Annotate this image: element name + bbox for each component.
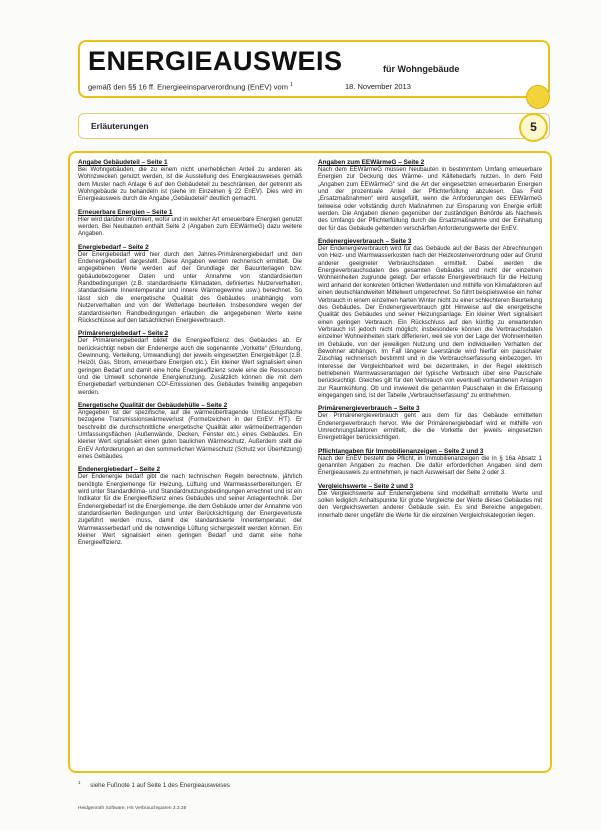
block-heading: Angabe Gebäudeteil – Seite 1: [78, 159, 168, 166]
block-text: Bei Wohngebäuden, die zu einem nicht unerheblichen Anteil zu anderen als Wohnzwecken genutzt werden, ist die Ausstellung des Energieausweises gemäß dem Muster nach Anlage 6 auf den Gebäudeteil zu beschränken, der getrennt als Wohngebäude zu behandeln ist (siehe im Einzelnen § 22 EnEV). Dies wird im Energieausweis durch die Angabe „Gebäudeteil“ deutlich gemacht.: [78, 167, 302, 203]
section-block: [318, 159, 542, 233]
law-footnote-marker: 1: [290, 82, 293, 88]
block-heading: Energetische Qualität der Gebäudehülle – Seite 2: [78, 401, 228, 409]
block-heading: Primärenergieverbrauch – Seite 3: [318, 405, 420, 413]
block-text: Der Primärenergieverbrauch geht aus dem für das Gebäude ermittelten Endenergieverbrauch hervor. Wie der Primärenergiebedarf wird er mithilfe von Umrechnungsfaktoren ermittelt, die die Vorkette der jeweils eingesetzten Energieträger berücksichtigen.: [318, 413, 542, 442]
block-text: Der Energiebedarf wird hier durch den Jahres-Primärenergiebedarf und den Endenergiebedarf dargestellt. Diese Angaben werden rechnerisch ermittelt. Die angegebenen Werte werden auf der Grundlage der Bauunterlagen bzw. gebäudebezogener Daten und unter Annahme von standardisierten Randbedingungen (z.B. standardisierte Klimadaten, definiertes Nutzerverhalten, standardisierte Innentemperatur und innere Wärmegewinne usw.) berechnet. So lässt sich die energetische Qualität des Gebäudes unabhängig vom Nutzerverhalten und von der Wetterlage beurteilen. Insbesondere wegen der standardisierten Randbedingungen erlauben die angegebenen Werte keine Rückschlüsse auf den tatsächlichen Energieverbrauch.: [78, 251, 302, 324]
software-footer: Heidgenroth Software, HS Verbrauchsparen 3.3.35: [78, 806, 187, 811]
header-badge-icon: [526, 85, 550, 109]
block-text: Der Endenergieverbrauch wird für das Gebäude auf der Basis der Abrechnungen von Heiz- und Warmwasserkosten nach der Heizkostenverordnung oder auf Grund anderer geeigneter Verbrauchsdaten ermittelt. Dabei werden die Energieverbrauchsdaten des gesamten Gebäudes und nicht der einzelnen Wohneinheiten zugrunde gelegt. Der erfasste Energieverbrauch für die Heizung wird anhand der konkreten örtlichen Wetterdaten und mithilfe von Klimafaktoren auf einen deutschlandweiten Mittelwert umgerechnet. So führt beispielsweise ein hoher Verbrauch in einem einzelnen harten Winter nicht zu einer schlechteren Beurteilung des Gebäudes. Der Endenergieverbrauch gibt Hinweise auf die energetische Qualität des Gebäudes und seiner Heizungsanlage. Ein kleiner Wert signalisiert einen geringen Verbrauch. Ein Rückschluss auf den künftig zu erwartenden Verbrauch ist jedoch nicht möglich; insbesondere können die Verbrauchsdaten einzelner Wohneinheiten stark differieren, weil sie von der Lage der Wohneinheiten im Gebäude, von der jeweiligen Nutzung und dem individuellen Verhalten der Bewohner abhängen. Im Fall längerer Leerstände wird hierfür ein pauschaler Zuschlag rechnerisch bestimmt und in die Verbrauchserfassung einbezogen. Im Interesse der Vergleichbarkeit wird bei dezentralen, in der Regel elektrisch betriebenen Warmwasseranlagen der typische Verbrauch über eine Pauschale berücksichtigt. Gleiches gilt für den Verbrauch von eventuell vorhandenen Anlagen zur Raumkühlung. Ob und inwieweit die genannten Pauschalen in die Erfassung eingegangen sind, ist der Tabelle „Verbrauchserfassung“ zu entnehmen.: [318, 246, 542, 399]
block-heading: Erneuerbare Energien – Seite 1: [78, 208, 173, 216]
section-block: [78, 466, 302, 547]
section-block: [78, 330, 302, 397]
block-text: Der Primärenergiebedarf bildet die Energieeffizienz des Gebäudes ab. Er berücksichtigt neben der Endenergie auch die sogenannte „Vorkette“ (Erkundung, Gewinnung, Verteilung, Umwandlung) der jeweils eingesetzten Energieträger (z.B. Heizöl, Gas, Strom, erneuerbare Energien etc.). Ein kleiner Wert signalisiert einen geringen Bedarf und damit eine hohe Energieeffizienz sowie eine die Ressourcen und die Umwelt schonende Energienutzung. Zusätzlich können die mit dem Energiebedarf verbundenen CO²-Emissionen des Gebäudes freiwillig angegeben werden.: [78, 338, 302, 396]
law-reference-text: gemäß den §§ 16 ff. Energieeinsparverordnung (EnEV) vom: [88, 82, 288, 92]
block-heading: Endenergieverbrauch – Seite 3: [318, 238, 412, 246]
block-heading: Angaben zum EEWärmeG – Seite 2: [318, 159, 425, 166]
document-subtitle: für Wohngebäude: [383, 64, 460, 74]
section-block: [78, 209, 302, 239]
block-heading: Vergleichswerte – Seite 2 und 3: [318, 482, 414, 490]
content-box: [68, 151, 552, 773]
block-text: Nach der EnEV besteht die Pflicht, in Immobilienanzeigen die in § 16a Absatz 1 genannten Angaben zu machen. Die dafür erforderlichen Angaben sind dem Energieausweis zu entnehmen, je nach Ausweisart der Seite 2 oder 3.: [318, 455, 542, 477]
page-number-badge: 5: [519, 113, 548, 142]
law-reference: [88, 82, 293, 92]
footnote-marker: 1: [78, 780, 81, 785]
block-text: Die Vergleichswerte auf Endenergiebene sind modellhaft ermittelte Werte und sollen lediglich Anhaltspunkte für grobe Vergleiche der Werte dieses Gebäudes mit den Vergleichswerten anderer Gebäude sein. Es sind Bereiche angegeben, innerhalb derer ungefähr die Werte für die einzelnen Vergleichskategorien liegen.: [318, 490, 542, 519]
right-column: [318, 159, 542, 525]
section-block: [78, 402, 302, 461]
block-text: Angegeben ist der spezifische, auf die wärmeübertragende Umfassungsfläche bezogene Transmissionswärmeverlust (Formelzeichen in der EnEV: H'T). Er beschreibt die durchschnittliche energetische Qualität aller wärmeübertragenden Umfassungsflächen (Außenwände, Decken, Fenster etc.) eines Gebäudes. Ein kleiner Wert signalisiert einen guten baulichen Wärmeschutz. Außerdem stellt die EnEV Anforderungen an den sommerlichen Wärmeschutz (Schutz vor Überhitzung) eines Gebäudes.: [78, 409, 302, 460]
header-box: [78, 40, 550, 98]
footnote: [78, 780, 230, 789]
left-column: [78, 159, 302, 553]
section-title: Erläuterungen: [91, 121, 149, 131]
section-block: [318, 238, 542, 400]
block-text: Hier wird darüber informiert, wofür und in welcher Art erneuerbare Energien genutzt werden. Bei Neubauten enthält Seite 2 (Angaben zum EEWärmeG) dazu weitere Angaben.: [78, 216, 302, 238]
block-heading: Endenergiebedarf – Seite 2: [78, 466, 161, 474]
section-block: [78, 244, 302, 325]
section-block: [318, 405, 542, 442]
section-block: [318, 448, 542, 478]
section-bar: [78, 113, 550, 139]
document-title: ENERGIEAUSWEIS: [88, 46, 343, 76]
law-date: 18. November 2013: [345, 82, 411, 91]
block-heading: Energiebedarf – Seite 2: [78, 243, 149, 251]
block-text: Der Endenergie bedarf gibt die nach technischen Regeln berechnete, jährlich benötigte Energiemenge für Heizung, Lüftung und Warmwasserbereitungen. Er wird unter Standardklima- und Standardnutzungsbedingungen errechnet und ist ein Indikator für die Energieeffizienz eines Gebäudes und seiner Anlagentechnik. Der Endenergiebedarf ist die Energiemenge, die dem Gebäude unter der Annahme von standardisierten Bedingungen und unter Berücksichtigung der Energieverluste zugeführt werden muss, damit die standardisierte Innentemperatur, der Warmwasserbedarf und die notwendige Lüftung sichergestellt werden können. Ein kleiner Wert signalisiert einen geringen Bedarf und damit eine hohe Energieeffizienz.: [78, 474, 302, 547]
block-heading: Primärenergiebedarf – Seite 2: [78, 330, 169, 338]
section-block: [318, 483, 542, 520]
section-block: [78, 159, 302, 204]
block-heading: Pflichtangaben für Immobilienanzeigen – Seite 2 und 3: [318, 447, 484, 455]
block-text: Nach dem EEWärmeG müssen Neubauten in bestimmtem Umfang erneuerbare Energien zur Deckung des Wärme- und Kältebedarfs nutzen. In dem Feld „Angaben zum EEWärmeG“ sind die Art der eingesetzten erneuerbaren Energien und der prozentuale Anteil der Pflichterfüllung abzulesen. Das Feld „Ersatzmaßnahmen“ wird ausgefüllt, wenn die Anforderungen des EEWärmeG teilweise oder vollständig durch Maßnahmen zur Einsparung von Energie erfüllt werden. Die Angaben dienen gegenüber der zuständigen Behörde als Nachweis des Umfangs der Pflichterfüllung durch die Ersatzmaßnahme und der Einhaltung der für das Gebäude geltenden verschärften Anforderungswerte der EnEV.: [318, 167, 542, 232]
footnote-text: siehe Fußnote 1 auf Seite 1 des Energieausweises: [90, 782, 230, 790]
